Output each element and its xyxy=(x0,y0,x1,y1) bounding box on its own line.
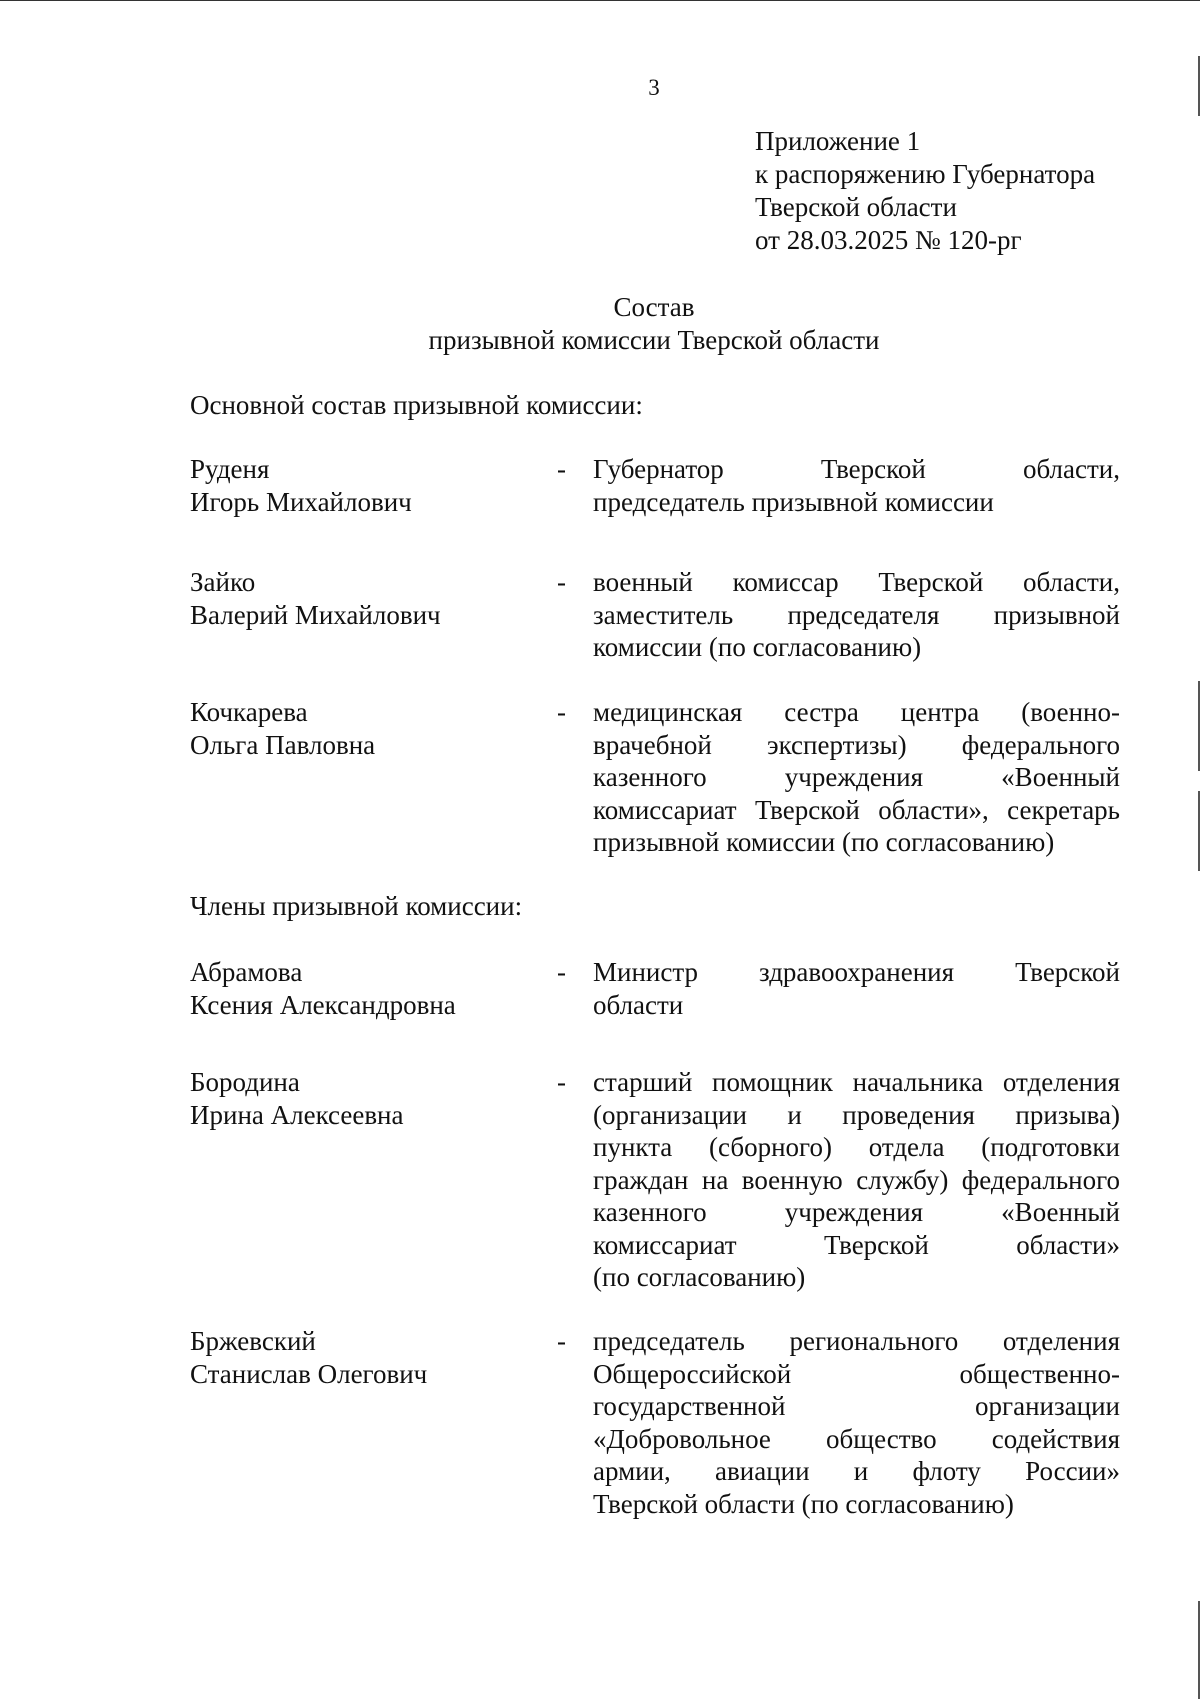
page-number: 3 xyxy=(648,75,660,100)
separator-dash: - xyxy=(557,957,566,987)
member-name xyxy=(190,696,550,761)
member-given-name: Валерий Михайлович xyxy=(190,599,441,630)
role-line: медицинская сестра центра (военно- xyxy=(593,697,1120,727)
role-line: казенного учреждения «Военный xyxy=(593,1197,1120,1227)
member-given-name: Станислав Олегович xyxy=(190,1358,428,1389)
role-line: Губернатор Тверской области, xyxy=(593,454,1120,484)
role-line: военный комиссар Тверской области, xyxy=(593,567,1120,597)
member-surname: Бородина xyxy=(190,1067,300,1097)
role-line: старший помощник начальника отделения xyxy=(593,1067,1120,1097)
role-line: председатель призывной комиссии xyxy=(593,486,994,517)
main-composition-heading: Основной состав призывной комиссии: xyxy=(190,390,643,420)
appendix-line: от 28.03.2025 № 120-рг xyxy=(755,225,1022,255)
separator-dash: - xyxy=(557,567,566,597)
member-role xyxy=(593,696,1120,859)
members-heading: Члены призывной комиссии: xyxy=(190,891,523,921)
role-line: заместитель председателя призывной xyxy=(593,599,1120,630)
role-line: армии, авиации и флоту России» xyxy=(593,1456,1120,1486)
title-line: Состав xyxy=(613,292,695,322)
separator-dash: - xyxy=(557,1067,566,1097)
role-line: Министр здравоохранения Тверской xyxy=(593,957,1120,987)
member-surname: Руденя xyxy=(190,454,270,484)
role-line: комиссариат Тверской области» xyxy=(593,1229,1120,1260)
role-line: Общероссийской общественно- xyxy=(593,1358,1120,1389)
role-line: области xyxy=(593,989,684,1020)
role-line: граждан на военную службу) федерального xyxy=(593,1164,1120,1195)
role-line: Тверской области (по согласованию) xyxy=(593,1488,1014,1519)
separator-dash: - xyxy=(557,454,566,484)
member-name xyxy=(190,566,550,631)
member-role xyxy=(593,1066,1120,1294)
role-line: комиссариат Тверской области», секретарь xyxy=(593,794,1120,825)
member-given-name: Ирина Алексеевна xyxy=(190,1099,404,1130)
appendix-block xyxy=(755,125,1095,257)
role-line: (организации и проведения призыва) xyxy=(593,1099,1120,1130)
document-title xyxy=(0,291,1200,357)
member-given-name: Игорь Михайлович xyxy=(190,486,412,517)
separator-dash: - xyxy=(557,697,566,727)
member-surname: Зайко xyxy=(190,567,256,597)
role-line: комиссии (по согласованию) xyxy=(593,632,922,662)
member-given-name: Ольга Павловна xyxy=(190,729,376,760)
role-line: врачебной экспертизы) федерального xyxy=(593,729,1120,760)
appendix-line: Приложение 1 xyxy=(755,126,921,156)
member-given-name: Ксения Александровна xyxy=(190,989,456,1020)
role-line: председатель регионального отделения xyxy=(593,1326,1120,1356)
role-line: казенного учреждения «Военный xyxy=(593,762,1120,792)
member-role xyxy=(593,1325,1120,1520)
appendix-line: к распоряжению Губернатора xyxy=(755,159,1096,189)
member-name xyxy=(190,1325,550,1390)
member-role xyxy=(593,453,1120,518)
role-line: «Добровольное общество содействия xyxy=(593,1423,1120,1454)
separator-dash: - xyxy=(557,1326,566,1356)
member-name xyxy=(190,453,550,518)
title-line: призывной комиссии Тверской области xyxy=(428,325,880,355)
role-line: пункта (сборного) отдела (подготовки xyxy=(593,1132,1120,1162)
role-line: (по согласованию) xyxy=(593,1262,806,1292)
member-role xyxy=(593,566,1120,664)
member-role xyxy=(593,956,1120,1021)
appendix-line: Тверской области xyxy=(755,192,957,222)
member-surname: Бржевский xyxy=(190,1326,316,1356)
member-name xyxy=(190,1066,550,1131)
role-line: государственной организации xyxy=(593,1391,1120,1421)
member-surname: Кочкарева xyxy=(190,697,308,727)
role-line: призывной комиссии (по согласованию) xyxy=(593,827,1055,857)
member-surname: Абрамова xyxy=(190,957,303,987)
member-name xyxy=(190,956,550,1021)
